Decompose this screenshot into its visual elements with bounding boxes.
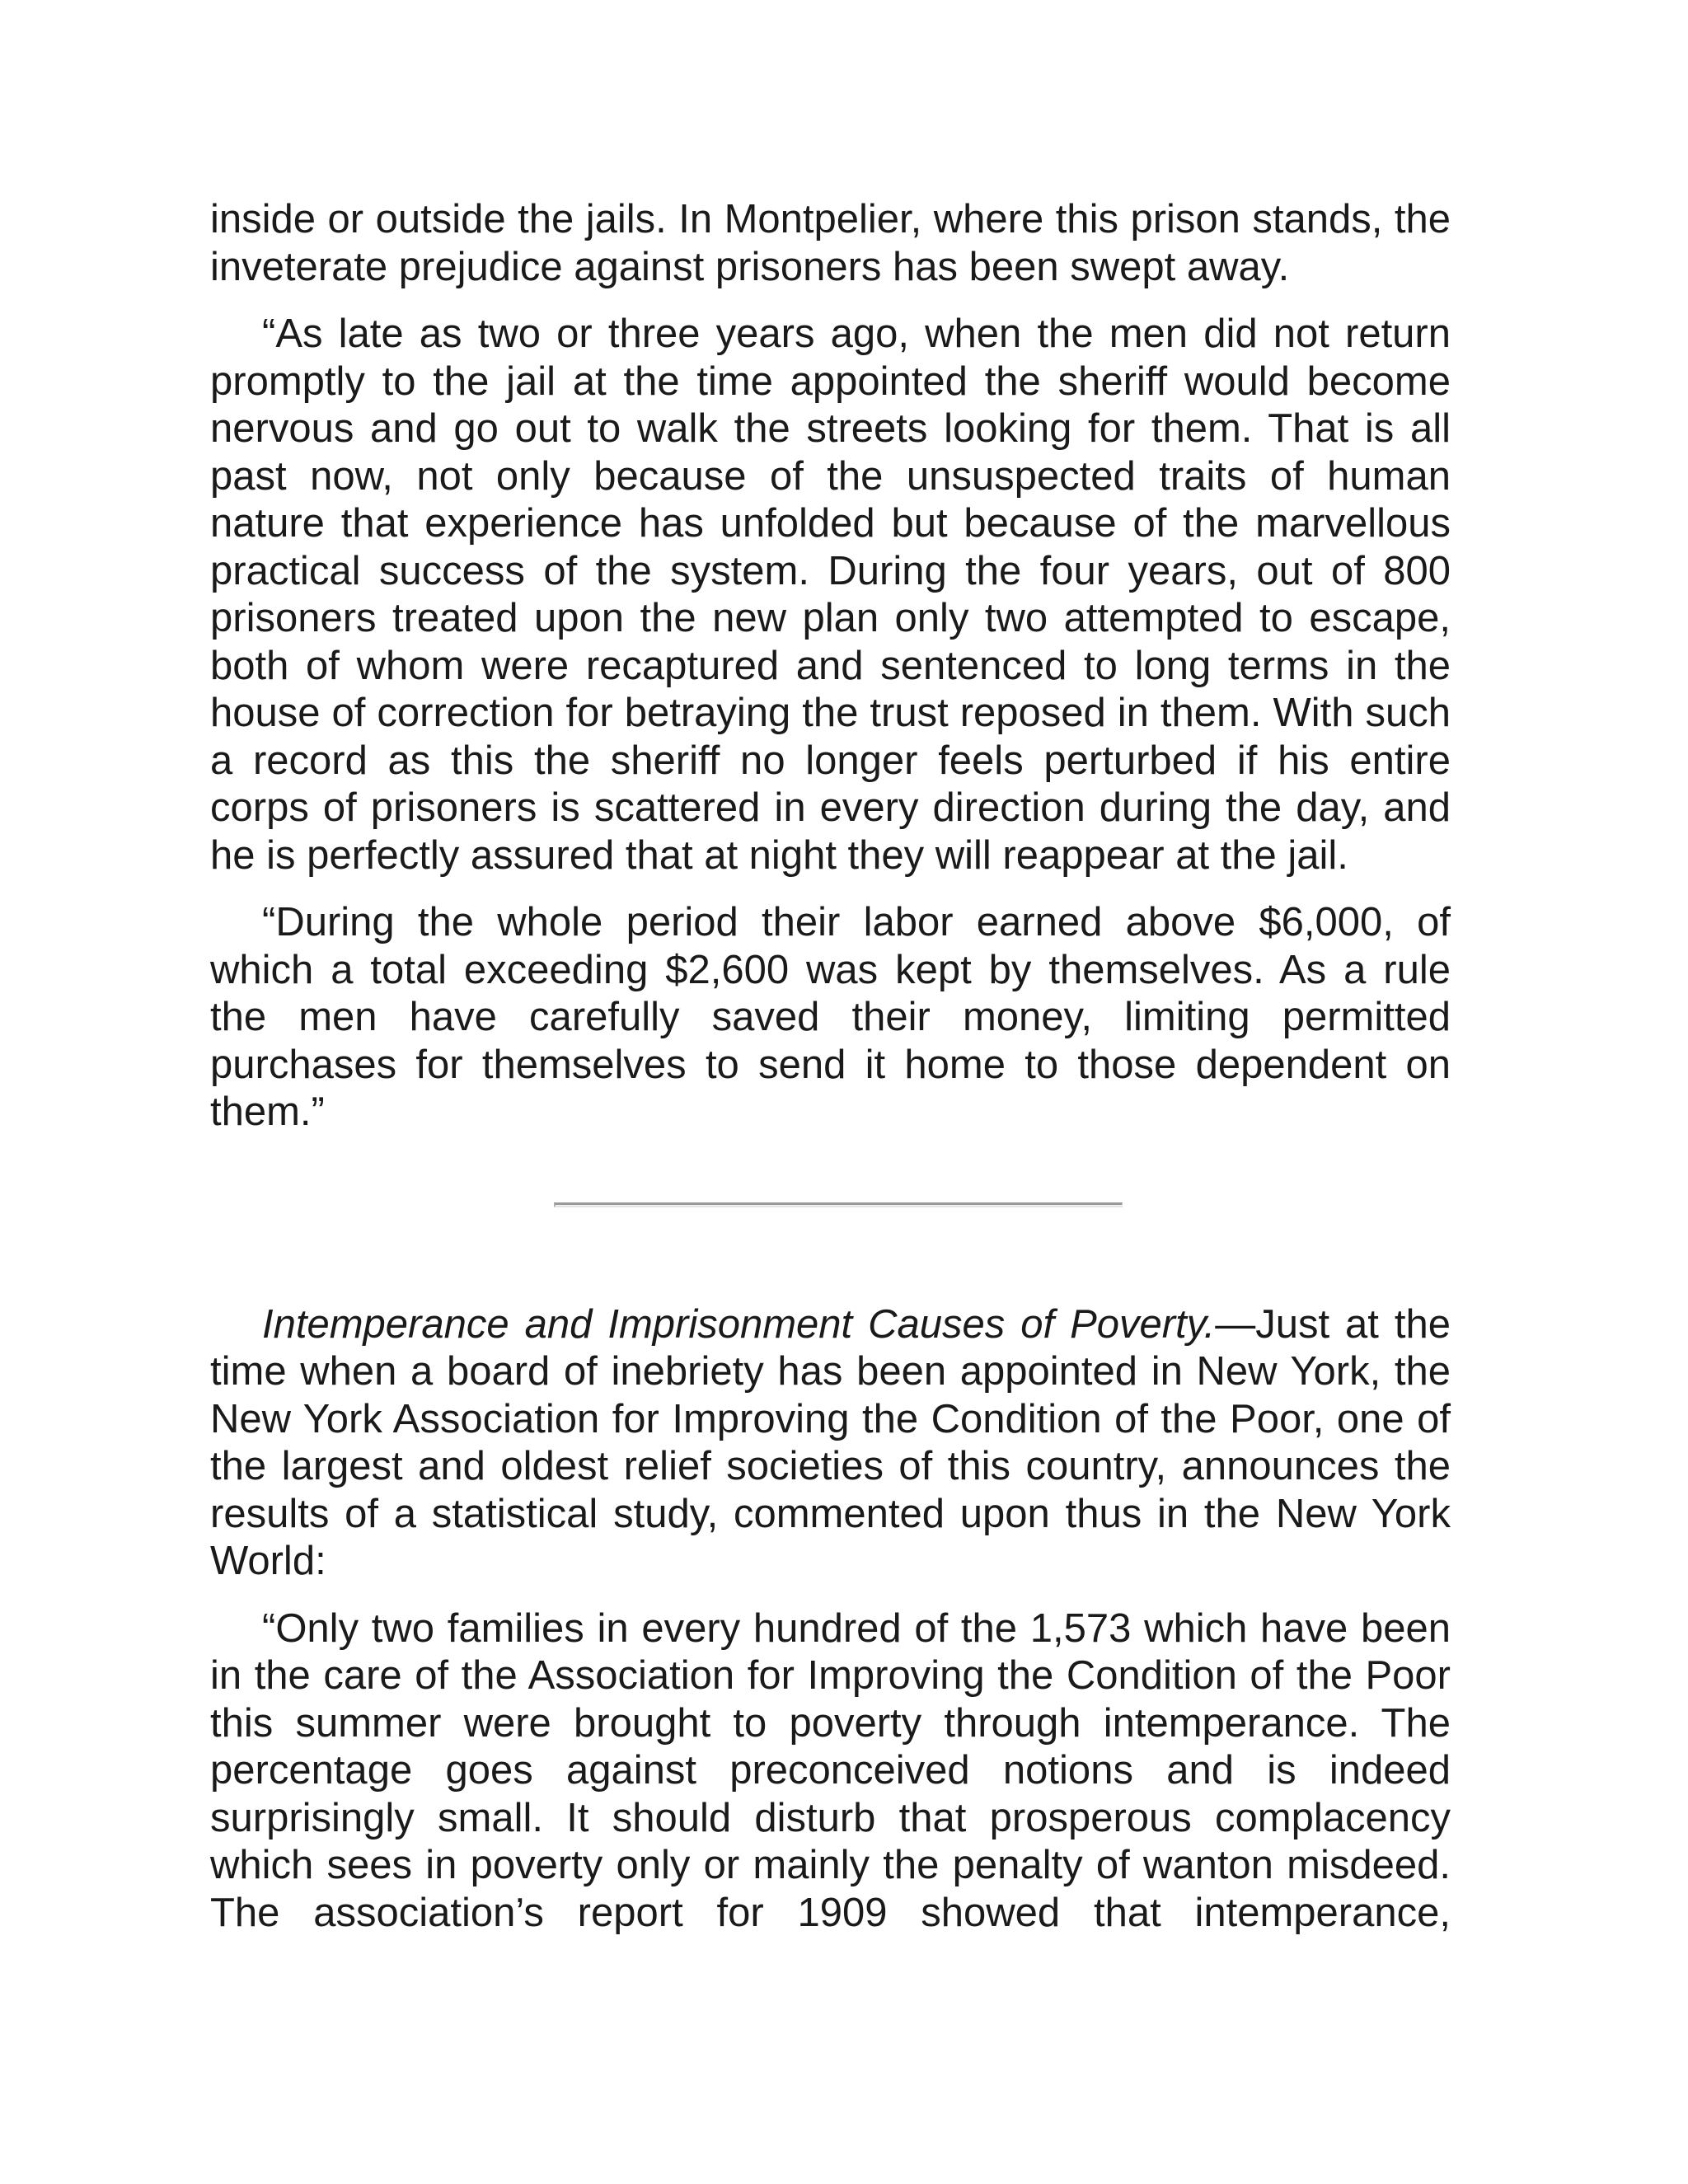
section-heading: Intemperance and Imprisonment Causes of Poverty.: [262, 1301, 1216, 1347]
section-divider: [210, 1156, 1451, 1301]
paragraph-sheriff-record: “As late as two or three years ago, when the men did not return promptly to the jail at the time appointed the sheriff would become nervous and go out to walk the streets looking for them. That is all past now, not only because of the unsuspected traits of human nature that experience has unfolded but because of the marvellous practical success of the system. During the four years, out of 800 prisoners treated upon the new plan only two attempted to escape, both of whom were recaptured and sentenced to long terms in the house of correction for betraying the trust reposed in them. With such a record as this the sheriff no longer feels perturbed if his entire corps of prisoners is scattered in every direction during the day, and he is perfectly assured that at night they will reappear at the jail.: [210, 312, 1451, 878]
horizontal-rule: [554, 1202, 1123, 1207]
section-heading-continuation: —Just at the time when a board of inebriety has been appointed in New York, the New York Association for Improving the Condition of the Poor, one of the largest and oldest relief societies of this country, announces the results of a statistical study, commented upon thus in the New York World:: [210, 1301, 1451, 1583]
paragraph-intemperance-intro: [210, 1301, 1451, 1586]
paragraph-labor-earnings: “During the whole period their labor earned above $6,000, of which a total exceeding $2,600 was kept by themselves. As a rule the men have carefully saved their money, limiting permitted purchases for themselves to send it home to those dependent on them.”: [210, 900, 1451, 1134]
document-page: [210, 196, 1451, 1957]
paragraph-jails-prejudice: inside or outside the jails. In Montpelier, where this prison stands, the inveterate prejudice against prisoners has been swept away.: [210, 197, 1451, 289]
paragraph-association-quote: “Only two families in every hundred of the 1,573 which have been in the care of the Association for Improving the Condition of the Poor this summer were brought to poverty through intemperance. The percentage goes against preconceived notions and is indeed surprisingly small. It should disturb that prosperous complacency which sees in poverty only or mainly the penalty of wanton misdeed. The association’s report for 1909 showed that intemperance,: [210, 1605, 1451, 1935]
